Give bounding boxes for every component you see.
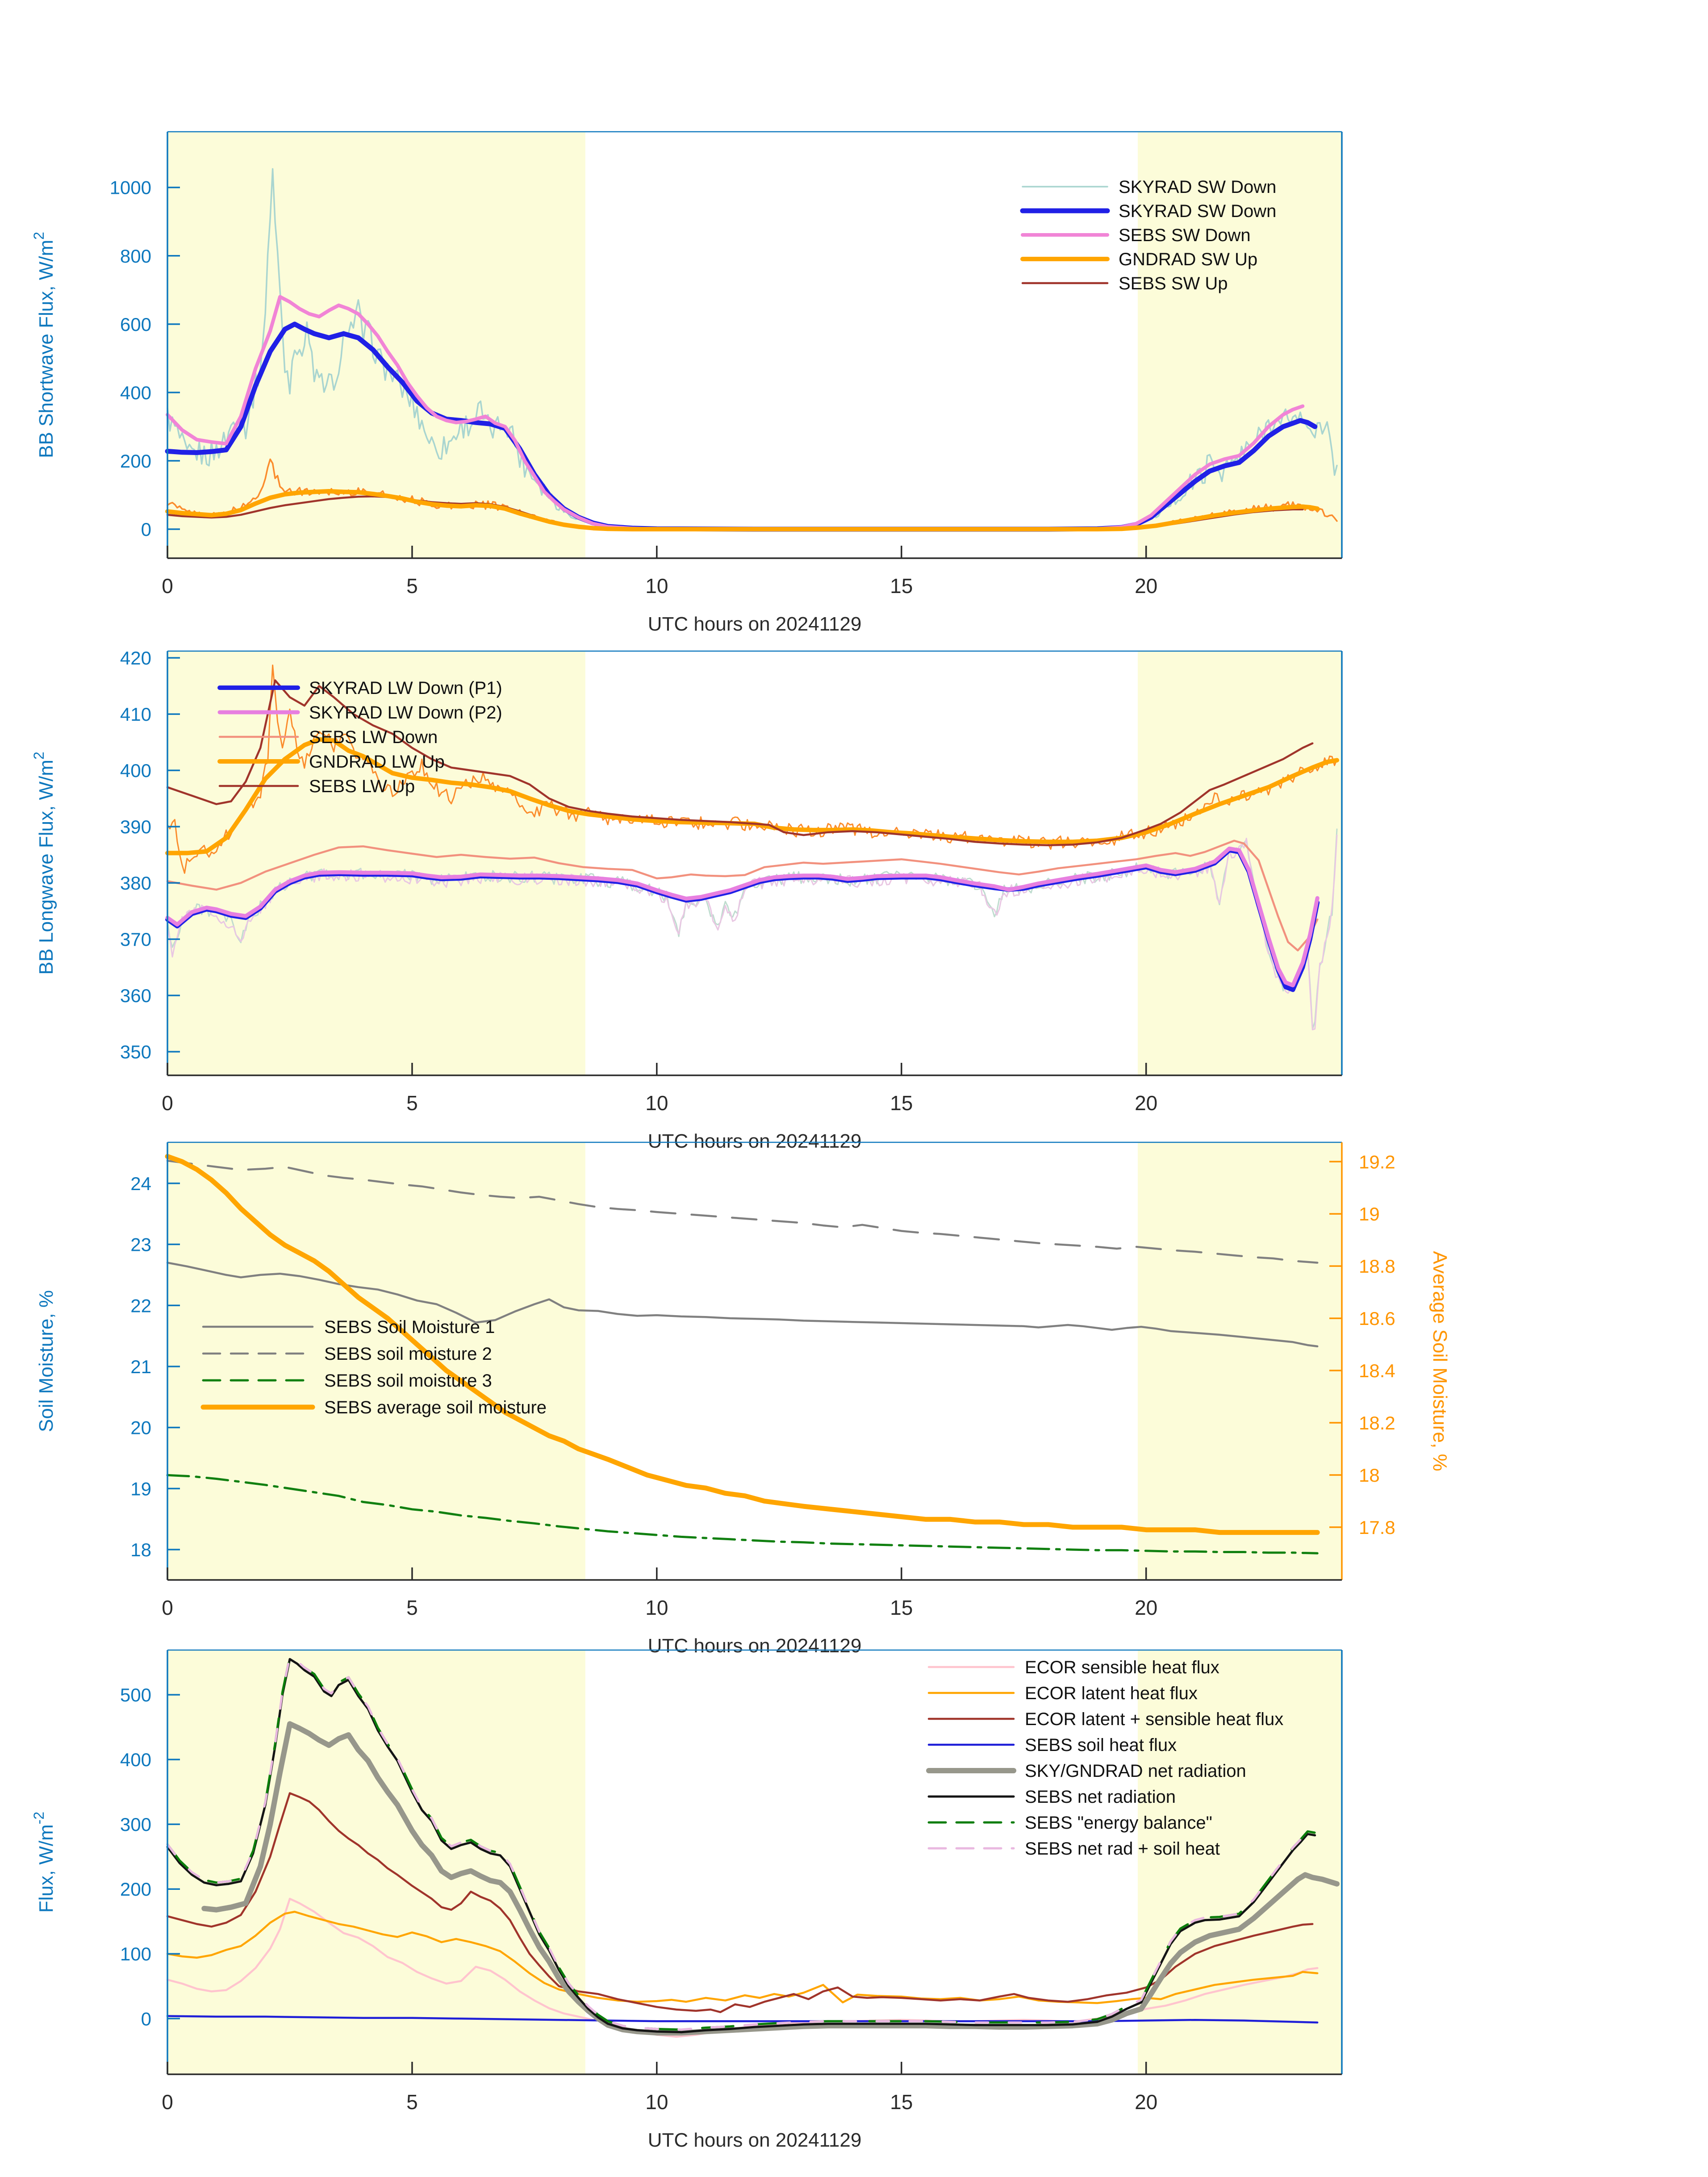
right-y-tick-label: 17.8 xyxy=(1359,1517,1395,1538)
y-tick-label: 100 xyxy=(120,1943,151,1965)
x-axis-label: UTC hours on 20241129 xyxy=(647,613,862,635)
y-tick-label: 400 xyxy=(120,760,151,781)
y-tick-label: 1000 xyxy=(109,177,151,198)
y-tick-label: 390 xyxy=(120,816,151,838)
x-tick-label: 5 xyxy=(406,2090,418,2114)
right-y-tick-label: 18.8 xyxy=(1359,1256,1395,1277)
legend-label: SEBS LW Up xyxy=(309,777,415,796)
x-axis-label: UTC hours on 20241129 xyxy=(647,1130,862,1152)
y-tick-label: 380 xyxy=(120,873,151,894)
right-y-tick-label: 18.6 xyxy=(1359,1308,1395,1329)
x-tick-label: 10 xyxy=(645,2090,668,2114)
y-tick-label: 360 xyxy=(120,985,151,1007)
right-y-tick-label: 19.2 xyxy=(1359,1151,1395,1173)
legend-label: SEBS net radiation xyxy=(1025,1787,1176,1807)
y-tick-label: 0 xyxy=(141,518,151,540)
y-tick-label: 200 xyxy=(120,1879,151,1900)
legend-label: SEBS Soil Moisture 1 xyxy=(324,1317,495,1337)
x-tick-label: 10 xyxy=(645,1596,668,1619)
legend-label: SEBS average soil moisture xyxy=(324,1398,547,1417)
legend-label: GNDRAD LW Up xyxy=(309,752,445,772)
y-tick-label: 600 xyxy=(120,313,151,335)
legend-label: ECOR sensible heat flux xyxy=(1025,1658,1219,1677)
legend-label: SEBS SW Down xyxy=(1119,226,1251,245)
x-tick-label: 10 xyxy=(645,1091,668,1115)
y-tick-label: 18 xyxy=(130,1539,151,1561)
legend-label: GNDRAD SW Up xyxy=(1119,250,1258,269)
y-axis-label: BB Shortwave Flux, $W/m^2$ xyxy=(31,232,57,458)
y-tick-label: 23 xyxy=(130,1234,151,1255)
right-y-axis-label: Average Soil Moisture, % xyxy=(1429,1251,1451,1471)
legend-label: SEBS net rad + soil heat xyxy=(1025,1839,1220,1859)
legend-label: ECOR latent heat flux xyxy=(1025,1684,1198,1703)
x-tick-label: 20 xyxy=(1135,1091,1158,1115)
panel-bb-longwave-flux xyxy=(31,648,1342,1152)
x-tick-label: 20 xyxy=(1135,1596,1158,1619)
y-tick-label: 410 xyxy=(120,704,151,725)
x-tick-label: 0 xyxy=(162,1596,173,1619)
legend-label: SKYRAD SW Down xyxy=(1119,201,1277,221)
x-tick-label: 20 xyxy=(1135,2090,1158,2114)
x-tick-label: 10 xyxy=(645,574,668,598)
right-y-tick-label: 18.4 xyxy=(1359,1360,1395,1382)
daylight-band xyxy=(167,1650,585,2074)
y-tick-label: 400 xyxy=(120,382,151,403)
legend-label: SKYRAD LW Down (P1) xyxy=(309,678,502,698)
legend-label: SEBS LW Down xyxy=(309,727,438,747)
y-tick-label: 500 xyxy=(120,1684,151,1706)
daylight-band xyxy=(1138,1142,1342,1580)
y-tick-label: 0 xyxy=(141,2008,151,2030)
y-tick-label: 19 xyxy=(130,1478,151,1500)
x-tick-label: 15 xyxy=(890,1091,913,1115)
right-y-tick-label: 18.2 xyxy=(1359,1412,1395,1433)
x-tick-label: 15 xyxy=(890,2090,913,2114)
y-tick-label: 21 xyxy=(130,1356,151,1377)
y-tick-label: 400 xyxy=(120,1749,151,1771)
y-tick-label: 420 xyxy=(120,648,151,669)
y-tick-label: 24 xyxy=(130,1173,151,1194)
x-tick-label: 0 xyxy=(162,574,173,598)
legend-label: SEBS soil moisture 3 xyxy=(324,1371,492,1391)
y-axis-label: BB Longwave Flux, $W/m^2$ xyxy=(31,752,57,975)
x-tick-label: 5 xyxy=(406,574,418,598)
legend-label: SEBS soil moisture 2 xyxy=(324,1344,492,1364)
panel-energy-flux xyxy=(31,1650,1342,2151)
y-tick-label: 20 xyxy=(130,1417,151,1438)
legend-label: SKYRAD SW Down xyxy=(1119,177,1277,197)
right-y-tick-label: 19 xyxy=(1359,1203,1380,1225)
x-tick-label: 20 xyxy=(1135,574,1158,598)
panel-soil-moisture xyxy=(35,1142,1451,1657)
legend-label: SKY/GNDRAD net radiation xyxy=(1025,1761,1246,1781)
legend-label: SEBS soil heat flux xyxy=(1025,1735,1177,1755)
y-tick-label: 800 xyxy=(120,245,151,267)
right-y-tick-label: 18 xyxy=(1359,1464,1380,1486)
legend-label: SKYRAD LW Down (P2) xyxy=(309,703,502,723)
x-tick-label: 0 xyxy=(162,1091,173,1115)
x-tick-label: 5 xyxy=(406,1596,418,1619)
y-tick-label: 370 xyxy=(120,929,151,950)
y-tick-label: 300 xyxy=(120,1814,151,1835)
x-tick-label: 15 xyxy=(890,1596,913,1619)
x-axis-label: UTC hours on 20241129 xyxy=(647,1635,862,1657)
y-tick-label: 350 xyxy=(120,1041,151,1063)
legend-label: ECOR latent + sensible heat flux xyxy=(1025,1709,1284,1729)
legend-label: SEBS SW Up xyxy=(1119,274,1228,293)
legend-label: SEBS "energy balance" xyxy=(1025,1813,1212,1833)
x-tick-label: 5 xyxy=(406,1091,418,1115)
x-tick-label: 15 xyxy=(890,574,913,598)
x-tick-label: 0 xyxy=(162,2090,173,2114)
x-axis-label: UTC hours on 20241129 xyxy=(647,2129,862,2151)
panel-bb-shortwave-flux xyxy=(31,132,1342,635)
y-tick-label: 200 xyxy=(120,450,151,472)
y-tick-label: 22 xyxy=(130,1295,151,1316)
y-axis-label: Flux, $W/m^{-2}$ xyxy=(31,1811,57,1913)
y-axis-label: Soil Moisture, % xyxy=(35,1290,57,1432)
